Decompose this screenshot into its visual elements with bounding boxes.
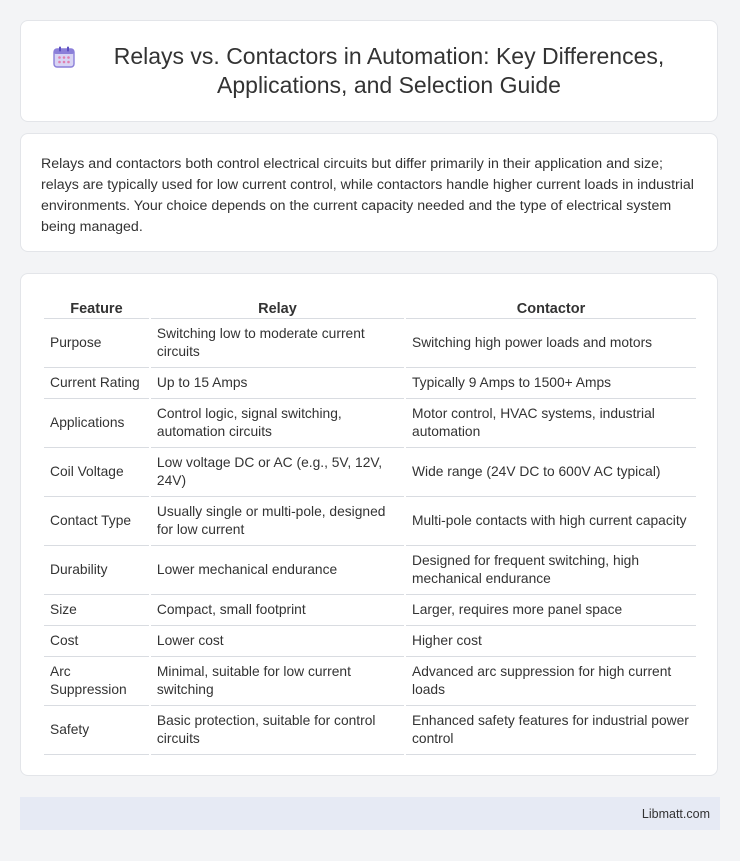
feature-cell: Durability xyxy=(44,546,149,595)
contactor-cell: Designed for frequent switching, high mechanical endurance xyxy=(406,546,696,595)
footer xyxy=(20,797,720,830)
contactor-cell: Enhanced safety features for industrial power control xyxy=(406,706,696,755)
table-row xyxy=(44,319,696,368)
contactor-cell: Higher cost xyxy=(406,626,696,657)
relay-cell: Lower mechanical endurance xyxy=(151,546,404,595)
feature-cell: Size xyxy=(44,595,149,626)
table-row xyxy=(44,368,696,399)
table-row xyxy=(44,595,696,626)
relay-cell: Control logic, signal switching, automation circuits xyxy=(151,399,404,448)
comparison-table xyxy=(42,294,698,755)
contactor-cell: Motor control, HVAC systems, industrial automation xyxy=(406,399,696,448)
contactor-cell: Advanced arc suppression for high current loads xyxy=(406,657,696,706)
table-row xyxy=(44,546,696,595)
relay-cell: Up to 15 Amps xyxy=(151,368,404,399)
title-wrap xyxy=(21,42,717,100)
table-row xyxy=(44,448,696,497)
comparison-card xyxy=(20,273,718,776)
contactor-cell: Switching high power loads and motors xyxy=(406,319,696,368)
header-relay: Relay xyxy=(151,294,404,319)
feature-cell: Current Rating xyxy=(44,368,149,399)
feature-cell: Arc Suppression xyxy=(44,657,149,706)
feature-cell: Applications xyxy=(44,399,149,448)
table-row xyxy=(44,399,696,448)
intro-paragraph: Relays and contactors both control electrical circuits but differ primarily in their application and size; relays are typically used for low current control, while contactors handle higher current loads in industrial environments. Your choice depends on the current capacity needed and the type of electrical system being managed. xyxy=(41,156,694,235)
header-feature: Feature xyxy=(44,294,149,319)
table-row xyxy=(44,706,696,755)
table-header-row xyxy=(44,294,696,319)
title-card xyxy=(20,20,718,122)
contactor-cell: Multi-pole contacts with high current capacity xyxy=(406,497,696,546)
relay-cell: Switching low to moderate current circuits xyxy=(151,319,404,368)
relay-cell: Minimal, suitable for low current switching xyxy=(151,657,404,706)
table-row xyxy=(44,657,696,706)
feature-cell: Contact Type xyxy=(44,497,149,546)
intro-card xyxy=(20,133,718,252)
contactor-cell: Wide range (24V DC to 600V AC typical) xyxy=(406,448,696,497)
contactor-cell: Larger, requires more panel space xyxy=(406,595,696,626)
feature-cell: Purpose xyxy=(44,319,149,368)
feature-cell: Safety xyxy=(44,706,149,755)
relay-cell: Compact, small footprint xyxy=(151,595,404,626)
relay-cell: Basic protection, suitable for control circuits xyxy=(151,706,404,755)
contactor-cell: Typically 9 Amps to 1500+ Amps xyxy=(406,368,696,399)
relay-cell: Low voltage DC or AC (e.g., 5V, 12V, 24V) xyxy=(151,448,404,497)
header-contactor: Contactor xyxy=(406,294,696,319)
table-row xyxy=(44,626,696,657)
feature-cell: Cost xyxy=(44,626,149,657)
page-title: Relays vs. Contactors in Automation: Key Differences, Applications, and Selection Guide xyxy=(113,43,665,98)
footer-site-link[interactable]: Libmatt.com xyxy=(641,806,710,821)
relay-cell: Lower cost xyxy=(151,626,404,657)
calendar-icon xyxy=(51,44,77,70)
feature-cell: Coil Voltage xyxy=(44,448,149,497)
relay-cell: Usually single or multi-pole, designed for low current xyxy=(151,497,404,546)
table-row xyxy=(44,497,696,546)
